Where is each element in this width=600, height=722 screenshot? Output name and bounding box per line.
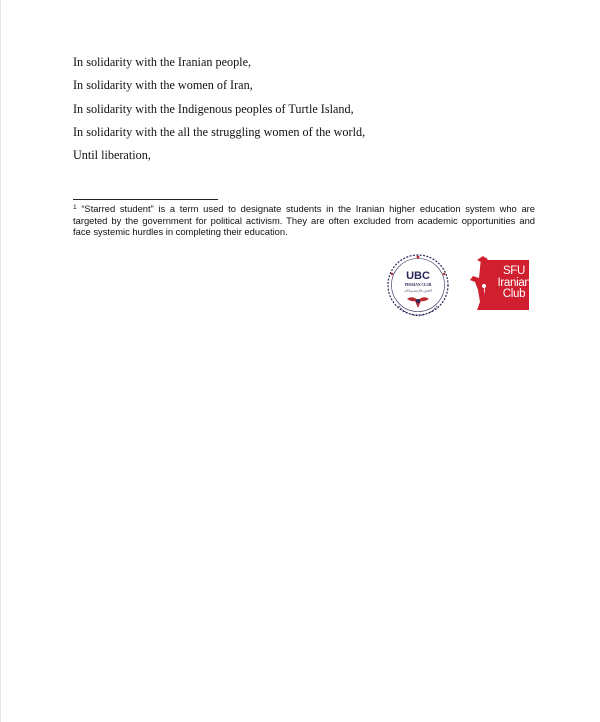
sfu-logo-line-3: Club xyxy=(502,288,526,300)
ubc-persian-club-logo xyxy=(385,252,451,324)
ubc-logo-persian: انجمن فارسی‌زبانان xyxy=(404,288,432,293)
ubc-logo-title: UBC xyxy=(406,270,430,282)
footnote-number: 1 xyxy=(73,204,77,211)
sfu-logo-line-2: Iranian xyxy=(497,276,531,289)
footnote-separator xyxy=(73,199,218,200)
solidarity-line-2: In solidarity with the women of Iran, xyxy=(73,78,253,93)
letter-closing xyxy=(73,51,553,167)
solidarity-line-1: In solidarity with the Iranian people, xyxy=(73,55,252,69)
sfu-logo-text xyxy=(493,266,535,301)
solidarity-line-3: In solidarity with the Indigenous peoples of Turtle Island, xyxy=(73,101,354,116)
closing-line: Until liberation, xyxy=(73,148,151,163)
page-edge xyxy=(0,0,1,722)
ubc-logo-subtitle: PERSIAN CLUB xyxy=(404,283,432,287)
footnote-text: “Starred student” is a term used to designate students in the Iranian higher education system who are targeted by the government for political activism. They are often excluded from academic opportunities and face systemic hurdles in completing their education. xyxy=(73,203,535,238)
solidarity-line-4: In solidarity with the all the struggling women of the world, xyxy=(73,124,366,139)
footnote xyxy=(73,203,535,238)
sfu-logo-line-1: SFU xyxy=(502,265,526,277)
logo-row xyxy=(385,252,535,324)
